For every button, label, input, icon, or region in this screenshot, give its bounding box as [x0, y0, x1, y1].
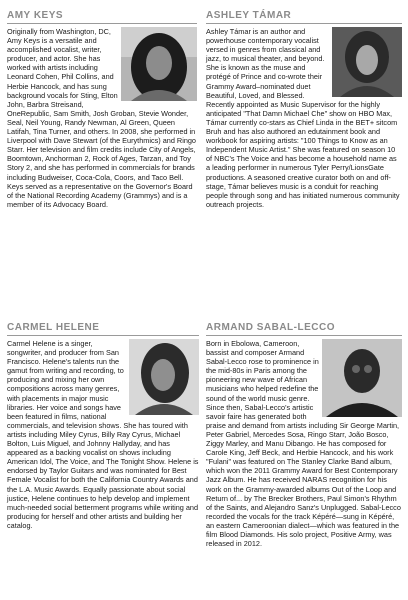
bio-paragraph: Carmel Helene is a singer, songwriter, and producer from San Francisco. Helene's talents run the gamut from writing and recording, to producing and mixing her own compositions across many genres, with placements in major music libraries. Her voice and songs have been featured in films, national commercials, and television shows. She has toured with artists including Miley Cyrus, Billy Ray Cyrus, Michael Bolton, Luis Miguel, and Johnny Hallyday, and has appeared as a backing vocalist on shows including American Idol, The Voice, and The Tonight Show. Helene is endorsed by Taylor Guitars and was nominated for Best Female Vocalist for both the California Country Awards and the L.A. Music Awards. Equally passionate about social justice, Helene continues to help develop and implement much-needed social betterment programs while writing and producing for herself and other artists and building her catalog. [7, 339, 199, 530]
bio-name: ASHLEY TÁMAR [206, 10, 402, 24]
portrait-photo [322, 339, 402, 417]
portrait-photo [332, 27, 402, 97]
bio-name: AMY KEYS [7, 10, 197, 24]
bio-armand-sabal-lecco [206, 322, 402, 548]
portrait-photo [121, 27, 197, 101]
bio-paragraph: Ashley Támar is an author and powerhouse contemporary vocalist versed in genres from classical and jazz, to musical theater, and beyond. She is known as the muse and protégé of Prince and co-wrote their Grammy Award–nominated duet Beautiful, Loved, and Blessed. Recently appointed as Music Supervisor for the highly anticipated "That Damn Michael Che" show on HBO Max, Támar currently co-stars as Chief Linda in the BET+ sitcom Bruh and has also authored an edutainment book and workbook for aspiring artists: "100 Things to Know as an Independent Music Artist." She was featured on season 10 of NBC's The Voice and has become a household name as a leading performer in numerous Tyler Perry/LionsGate productions. A seasoned creative curator both on and off-stage, Támar believes music is a conduit for reaching people through song and has initiated numerous community outreach projects. [206, 27, 400, 209]
bio-paragraph: Born in Ebolowa, Cameroon, bassist and composer Armand Sabal-Lecco rose to prominence in the mid-80s in Paris among the pioneering new wave of African musicians who helped redefine the sound of the world music genre. Since then, Sabal-Lecco's artistic savoir faire has generated both praise and demand from artists including Sir George Martin, Peter Gabriel, Mercedes Sosa, Ringo Starr, João Bosco, Ziggy Marley, and Manu Dibango. He has composed for Carole King, Jeff Beck, and Herbie Hancock, and his work "Fulani" was featured on The Stanley Clarke Band album, which won the 2011 Grammy Award for Best Contemporary Jazz Album. He has received NARAS recognition for his work on the Grammy-awarded albums Out of the Loop and Return of... by The Brecker Brothers, Paul Simon's Rhythm of the Saints, and Alejandro Sanz's Unplugged. Sabal-Lecco recorded the vocals for the track Képéré—sung in Képéré, an eastern Cameroonian dialect—which was featured in the film Blood Diamonds. His solo project, Positive Army, was released in 2012. [206, 339, 401, 549]
bio-paragraph: Originally from Washington, DC, Amy Keys is a versatile and accomplished vocalist, writer, producer, and actor. She has worked with artists including Leonard Cohen, Phil Collins, and Herbie Hancock, and has sung background vocals for Sting, Elton John, Barbra Streisand, OneRepublic, Sam Smith, Josh Groban, Stevie Wonder, Seal, Neil Young, Randy Newman, Al Green, Queen Latifah, Tina Turner, and others. In 2008, she performed in Liverpool with Dave Stewart (of the Eurythmics) and Ringo Starr. Her television and film credits include City of Angels, Boomtown, Anchorman 2, Rock of Ages, Tarzan, and Toy Story 2, and she has performed in commercials for brands including Budweiser, Coca-Cola, Coors, and Taco Bell. Keys served as a representative on the Governor's Board of the National Recording Academy (Grammys) and is a member of its Advocacy Board. [7, 27, 196, 209]
bio-name: CARMEL HELENE [7, 322, 199, 336]
bio-amy-keys [7, 10, 197, 209]
bio-name: ARMAND SABAL-LECCO [206, 322, 402, 336]
bio-ashley-tamar [206, 10, 402, 209]
portrait-photo [129, 339, 199, 415]
bio-carmel-helene [7, 322, 199, 530]
